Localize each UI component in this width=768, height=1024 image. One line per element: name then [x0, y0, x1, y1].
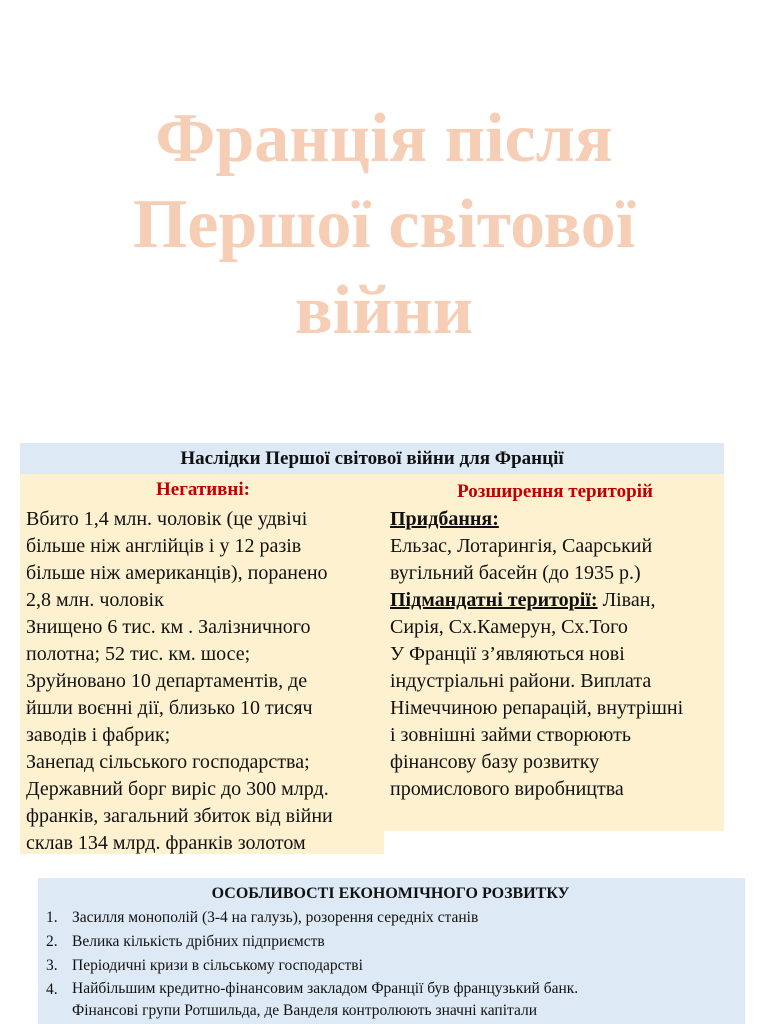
- title-line: Першої світової: [132, 186, 636, 263]
- item-text: Засилля монополій (3-4 на галузь), розорення середніх станів: [72, 909, 479, 926]
- acquisition-label: Придбання:: [390, 508, 499, 530]
- list-item: [46, 978, 735, 1022]
- negative-heading: Негативні:: [156, 479, 250, 500]
- table-header: Наслідки Першої світової війни для Франції: [20, 443, 724, 474]
- economy-list: [46, 906, 735, 1022]
- text-line: промислового виробництва: [390, 778, 624, 800]
- economy-title: ОСОБЛИВОСТІ ЕКОНОМІЧНОГО РОЗВИТКУ: [211, 885, 570, 902]
- text-line: У Франції з’являються нові: [390, 643, 625, 665]
- text-line: Ельзас, Лотарингія, Саарський: [390, 535, 653, 557]
- text-line: склав 134 млрд. франків золотом: [26, 832, 306, 854]
- item-number: 3.: [46, 957, 58, 974]
- mandate-first: Ліван,: [597, 589, 656, 611]
- text-line: Зруйновано 10 департаментів, де: [26, 670, 308, 692]
- page-title: [0, 96, 768, 354]
- text-line: полотна; 52 тис. км. шосе;: [26, 643, 251, 665]
- item-text-line: Найбільшим кредитно-фінансовим закладом Франції був французький банк.: [72, 980, 579, 997]
- text-line: заводів і фабрик;: [26, 724, 171, 746]
- territory-expansion-column: [384, 474, 724, 831]
- text-line: франків, загальний збиток від війни: [26, 805, 333, 827]
- text-line: Вбито 1,4 млн. чоловік (це удвічі: [26, 508, 308, 530]
- item-number: 2.: [46, 933, 58, 950]
- item-text: Велика кількість дрібних підприємств: [72, 933, 325, 950]
- item-text: Періодичні кризи в сільському господарстві: [72, 957, 363, 974]
- text-line: Державний борг виріс до 300 млрд.: [26, 778, 329, 800]
- item-number: 1.: [46, 909, 58, 926]
- item-text-line: Фінансові групи Ротшильда, де Ванделя контролюють значні капітали: [72, 1002, 538, 1019]
- item-number: 4.: [46, 981, 58, 998]
- territory-heading: Розширення територій: [457, 481, 653, 502]
- text-line: індустріальні райони. Виплата: [390, 670, 652, 692]
- text-line: фінансову базу розвитку: [390, 751, 600, 773]
- text-line: більше ніж англійців і у 12 разів: [26, 535, 302, 557]
- list-item: [46, 906, 735, 930]
- negative-consequences-column: [20, 474, 384, 854]
- text-line: і зовнішні займи створюють: [390, 724, 631, 746]
- text-line: Знищено 6 тис. км . Залізничного: [26, 616, 311, 638]
- territory-text: [390, 506, 720, 803]
- text-line: йшли воєнні дії, близько 10 тисяч: [26, 697, 313, 719]
- text-line: Сирія, Сх.Камерун, Сх.Того: [390, 616, 628, 638]
- text-line: більше ніж американців), поранено: [26, 562, 328, 584]
- text-line: [390, 587, 720, 614]
- item-text: [72, 978, 735, 1022]
- text-line: вугільний басейн (до 1935 р.): [390, 562, 641, 584]
- text-line: Занепад сільського господарства;: [26, 751, 310, 773]
- mandate-label: Підмандатні території:: [390, 589, 598, 611]
- text-line: 2,8 млн. чоловік: [26, 589, 164, 611]
- economy-features-box: [38, 878, 745, 1024]
- text-line: Німеччиною репарацій, внутрішні: [390, 697, 684, 719]
- title-line: Франція після: [155, 100, 613, 177]
- title-line: війни: [294, 272, 474, 349]
- list-item: [46, 930, 735, 954]
- list-item: [46, 954, 735, 978]
- negative-text: [26, 506, 380, 857]
